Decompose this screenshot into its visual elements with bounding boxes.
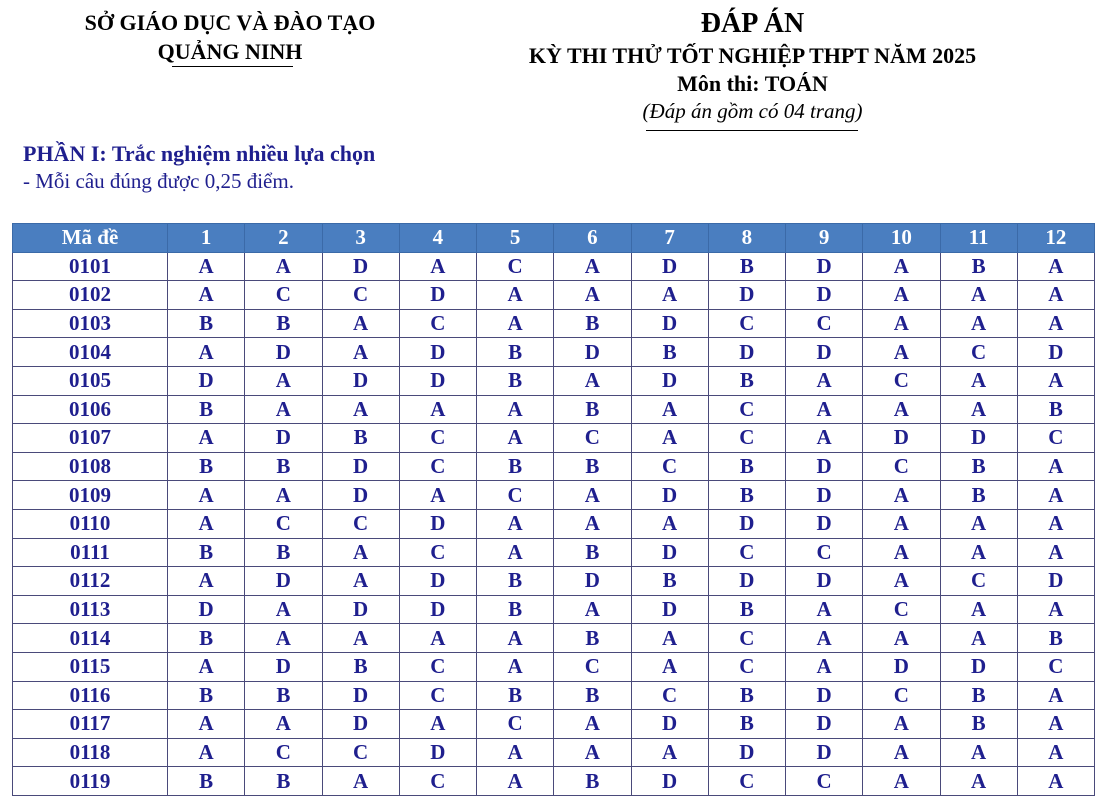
answer-cell: C [786,767,863,796]
answer-cell: D [399,338,476,367]
answer-cell: A [631,624,708,653]
issuer-underline [172,66,293,67]
answer-cell: B [168,538,245,567]
table-row [13,624,1095,653]
answer-cell: A [554,509,631,538]
answer-cell: A [168,509,245,538]
answer-cell: D [168,595,245,624]
issuer-department: SỞ GIÁO DỤC VÀ ĐÀO TẠO [84,10,376,35]
exam-subject: Môn thi: TOÁN [677,71,828,96]
answer-cell: A [322,395,399,424]
header-question-5: 5 [477,224,554,253]
answer-cell: D [786,710,863,739]
answer-cell: D [940,652,1017,681]
answer-cell: C [554,424,631,453]
answer-cell: D [708,509,785,538]
exam-code-cell: 0108 [13,452,168,481]
exam-code-cell: 0118 [13,738,168,767]
exam-code-cell: 0102 [13,281,168,310]
answer-cell: C [245,509,322,538]
answer-cell: B [245,538,322,567]
answer-cell: C [399,681,476,710]
answer-cell: A [1017,538,1094,567]
answer-cell: D [786,738,863,767]
answer-cell: B [322,424,399,453]
answer-cell: D [245,338,322,367]
answer-cell: D [399,366,476,395]
answer-cell: A [554,738,631,767]
answer-cell: A [631,424,708,453]
answer-cell: C [1017,652,1094,681]
header-question-9: 9 [786,224,863,253]
answer-cell: C [631,452,708,481]
section-note: - Mỗi câu đúng được 0,25 điểm. [23,169,294,193]
answer-cell: D [399,567,476,596]
answer-cell: B [708,595,785,624]
answer-cell: A [168,710,245,739]
answer-cell: A [863,738,940,767]
answer-cell: A [322,538,399,567]
exam-code-cell: 0107 [13,424,168,453]
table-row [13,452,1095,481]
table-row [13,366,1095,395]
answer-cell: A [863,252,940,281]
answer-cell: A [168,567,245,596]
answer-cell: B [168,452,245,481]
answer-cell: A [940,366,1017,395]
answer-cell: B [631,567,708,596]
exam-code-cell: 0103 [13,309,168,338]
answer-cell: A [168,252,245,281]
answer-cell: D [863,424,940,453]
answer-cell: D [322,252,399,281]
answer-cell: A [863,509,940,538]
answer-cell: A [399,481,476,510]
answer-cell: D [786,681,863,710]
answer-cell: A [477,652,554,681]
answer-cell: D [399,509,476,538]
answer-cell: C [863,595,940,624]
answer-cell: A [863,395,940,424]
answer-cell: B [245,309,322,338]
answer-cell: A [245,624,322,653]
header-question-3: 3 [322,224,399,253]
answer-cell: B [708,710,785,739]
answer-cell: B [554,624,631,653]
answer-cell: B [245,452,322,481]
answer-cell: A [863,338,940,367]
answer-cell: D [631,538,708,567]
answer-cell: A [1017,281,1094,310]
answer-cell: C [708,538,785,567]
answer-cell: A [631,395,708,424]
answer-cell: C [399,424,476,453]
answer-cell: A [322,767,399,796]
answer-cell: A [477,738,554,767]
answer-cell: C [863,452,940,481]
answer-cell: C [631,681,708,710]
answer-cell: A [477,395,554,424]
answer-cell: C [708,309,785,338]
exam-code-cell: 0112 [13,567,168,596]
answer-cell: A [399,252,476,281]
answer-cell: A [245,595,322,624]
answer-cell: A [245,366,322,395]
exam-code-cell: 0117 [13,710,168,739]
answer-cell: C [399,767,476,796]
header-question-6: 6 [554,224,631,253]
header-question-2: 2 [245,224,322,253]
answer-cell: B [477,595,554,624]
answer-cell: C [863,366,940,395]
answer-cell: D [631,767,708,796]
header-question-4: 4 [399,224,476,253]
answer-cell: B [245,681,322,710]
answer-cell: A [940,624,1017,653]
answer-cell: A [786,395,863,424]
answer-cell: A [631,509,708,538]
answer-cell: C [245,281,322,310]
answer-cell: D [708,738,785,767]
answer-cell: A [863,538,940,567]
answer-cell: D [863,652,940,681]
answer-cell: A [399,395,476,424]
header-exam-code: Mã đề [13,224,168,253]
table-row [13,538,1095,567]
answer-cell: A [1017,452,1094,481]
answer-cell: B [708,681,785,710]
header-question-10: 10 [863,224,940,253]
answer-cell: A [168,652,245,681]
answer-cell: D [708,567,785,596]
answer-cell: D [245,424,322,453]
answer-cell: A [245,481,322,510]
answer-cell: D [1017,567,1094,596]
answer-cell: B [168,624,245,653]
answer-cell: D [322,710,399,739]
heading-underline [646,130,858,131]
document-heading [480,6,1025,125]
answer-cell: A [322,624,399,653]
answer-cell: C [708,652,785,681]
answer-cell: B [477,681,554,710]
answer-cell: A [477,309,554,338]
answer-cell: A [940,595,1017,624]
answer-cell: A [1017,681,1094,710]
exam-code-cell: 0104 [13,338,168,367]
table-row [13,395,1095,424]
answer-cell: C [786,309,863,338]
answer-cell: A [554,595,631,624]
answer-cell: B [554,538,631,567]
answer-cell: C [863,681,940,710]
answer-cell: B [168,681,245,710]
answer-cell: A [1017,738,1094,767]
header-question-8: 8 [708,224,785,253]
answer-cell: C [399,652,476,681]
answer-cell: A [1017,595,1094,624]
answer-cell: A [863,309,940,338]
answer-cell: D [631,309,708,338]
answer-cell: A [554,710,631,739]
answer-cell: A [940,395,1017,424]
answer-cell: C [399,309,476,338]
answer-cell: B [708,252,785,281]
section-title: PHẦN I: Trắc nghiệm nhiều lựa chọn [23,141,376,166]
answer-cell: C [322,738,399,767]
issuer-province: QUẢNG NINH [157,39,303,64]
answer-cell: A [322,567,399,596]
answer-cell: A [940,509,1017,538]
answer-cell: D [1017,338,1094,367]
table-row [13,481,1095,510]
answer-cell: B [708,481,785,510]
answer-cell: C [1017,424,1094,453]
answer-cell: C [940,338,1017,367]
table-row [13,309,1095,338]
exam-code-cell: 0106 [13,395,168,424]
answer-cell: A [786,366,863,395]
answer-cell: B [477,366,554,395]
exam-code-cell: 0114 [13,624,168,653]
answer-cell: A [168,481,245,510]
answer-cell: C [245,738,322,767]
answer-cell: B [554,681,631,710]
issuer-block [40,8,420,66]
answer-cell: A [940,738,1017,767]
answer-cell: B [940,452,1017,481]
exam-code-cell: 0113 [13,595,168,624]
answer-cell: D [245,652,322,681]
answer-cell: D [786,567,863,596]
answer-cell: D [786,281,863,310]
table-row [13,738,1095,767]
answer-cell: A [631,281,708,310]
answer-cell: A [399,624,476,653]
answer-cell: B [940,252,1017,281]
answer-cell: A [554,481,631,510]
answer-cell: C [322,281,399,310]
answer-cell: A [863,281,940,310]
answer-cell: A [477,767,554,796]
answer-cell: A [631,738,708,767]
answer-cell: C [399,452,476,481]
answer-cell: A [477,509,554,538]
answer-cell: B [708,366,785,395]
answer-cell: C [708,767,785,796]
answer-cell: A [863,624,940,653]
answer-cell: C [477,481,554,510]
answer-cell: A [322,338,399,367]
answer-cell: B [245,767,322,796]
answer-cell: A [245,710,322,739]
answer-cell: C [322,509,399,538]
answer-cell: A [554,252,631,281]
answer-cell: A [863,767,940,796]
answer-cell: D [786,509,863,538]
answer-cell: D [708,281,785,310]
exam-code-cell: 0115 [13,652,168,681]
answer-cell: A [245,395,322,424]
answer-cell: A [554,366,631,395]
answer-cell: A [1017,509,1094,538]
answer-cell: B [322,652,399,681]
answer-cell: D [631,252,708,281]
answer-cell: B [168,395,245,424]
answer-cell: D [631,595,708,624]
exam-code-cell: 0101 [13,252,168,281]
answer-cell: A [168,424,245,453]
answer-cell: B [554,767,631,796]
answer-cell: D [786,481,863,510]
exam-code-cell: 0111 [13,538,168,567]
answer-cell: B [554,452,631,481]
answer-cell: A [1017,366,1094,395]
answer-cell: A [399,710,476,739]
answer-cell: D [322,681,399,710]
answer-cell: B [477,567,554,596]
exam-name: KỲ THI THỬ TỐT NGHIỆP THPT NĂM 2025 [528,43,977,68]
answer-cell: D [399,595,476,624]
answer-cell: A [940,538,1017,567]
table-row [13,281,1095,310]
answer-cell: A [1017,481,1094,510]
answer-cell: B [1017,395,1094,424]
answer-cell: D [631,366,708,395]
answer-cell: D [322,595,399,624]
answer-cell: A [477,538,554,567]
answer-cell: D [245,567,322,596]
answer-cell: C [554,652,631,681]
answer-cell: A [168,281,245,310]
answer-cell: A [477,424,554,453]
answer-cell: B [168,309,245,338]
table-row [13,424,1095,453]
exam-code-cell: 0116 [13,681,168,710]
answer-cell: D [786,452,863,481]
document-title: ĐÁP ÁN [700,8,805,39]
answer-cell: B [1017,624,1094,653]
table-row [13,338,1095,367]
answer-cell: C [399,538,476,567]
answer-cell: D [399,281,476,310]
answer-cell: D [786,338,863,367]
answer-cell: C [708,395,785,424]
answer-cell: A [322,309,399,338]
answer-cell: C [708,624,785,653]
table-header-row [13,224,1095,253]
answer-cell: A [940,309,1017,338]
answer-cell: B [940,481,1017,510]
answer-cell: A [1017,309,1094,338]
table-row [13,710,1095,739]
answer-cell: A [477,281,554,310]
answer-cell: B [554,395,631,424]
exam-code-cell: 0119 [13,767,168,796]
answer-key-table [12,223,1095,796]
exam-code-cell: 0109 [13,481,168,510]
answer-cell: B [554,309,631,338]
table-row [13,252,1095,281]
answer-cell: B [708,452,785,481]
answer-cell: A [477,624,554,653]
answer-cell: A [631,652,708,681]
answer-cell: D [631,710,708,739]
answer-cell: A [863,481,940,510]
answer-cell: D [631,481,708,510]
table-row [13,567,1095,596]
answer-cell: A [863,710,940,739]
table-row [13,652,1095,681]
answer-cell: B [940,710,1017,739]
answer-cell: A [940,281,1017,310]
answer-cell: D [786,252,863,281]
answer-cell: A [786,595,863,624]
answer-cell: D [399,738,476,767]
answer-cell: D [322,366,399,395]
answer-cell: C [708,424,785,453]
table-row [13,509,1095,538]
answer-cell: A [1017,252,1094,281]
answer-cell: C [477,252,554,281]
exam-code-cell: 0105 [13,366,168,395]
header-question-7: 7 [631,224,708,253]
header-question-1: 1 [168,224,245,253]
answer-cell: A [786,424,863,453]
answer-cell: D [554,567,631,596]
answer-cell: D [940,424,1017,453]
answer-cell: A [245,252,322,281]
answer-cell: A [786,624,863,653]
answer-cell: A [168,738,245,767]
answer-cell: D [322,452,399,481]
header-question-12: 12 [1017,224,1094,253]
page-count-note: (Đáp án gồm có 04 trang) [642,99,863,123]
table-row [13,767,1095,796]
answer-cell: A [786,652,863,681]
answer-cell: D [554,338,631,367]
answer-cell: A [1017,767,1094,796]
answer-cell: A [940,767,1017,796]
answer-cell: A [863,567,940,596]
answer-cell: B [477,452,554,481]
answer-cell: B [631,338,708,367]
answer-cell: B [940,681,1017,710]
table-row [13,595,1095,624]
answer-cell: A [1017,710,1094,739]
answer-cell: B [168,767,245,796]
header-question-11: 11 [940,224,1017,253]
answer-cell: A [554,281,631,310]
answer-cell: A [168,338,245,367]
answer-cell: C [786,538,863,567]
answer-cell: C [940,567,1017,596]
answer-cell: D [322,481,399,510]
answer-cell: C [477,710,554,739]
answer-cell: D [708,338,785,367]
answer-cell: B [477,338,554,367]
exam-code-cell: 0110 [13,509,168,538]
answer-cell: D [168,366,245,395]
table-row [13,681,1095,710]
